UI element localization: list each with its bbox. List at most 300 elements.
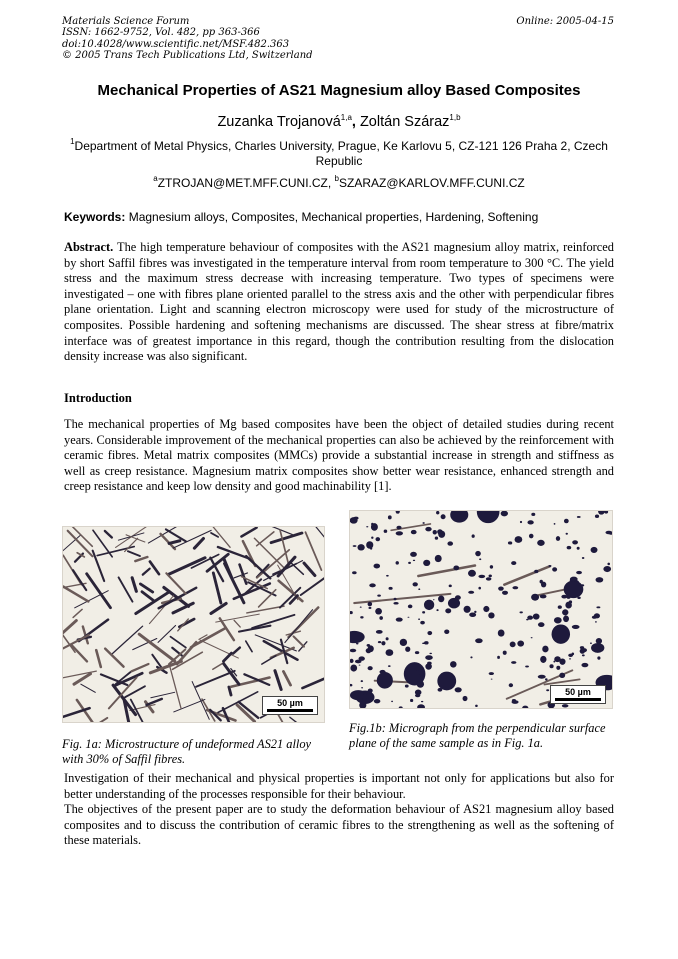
fibre-mark (169, 558, 205, 574)
fibre-section-mark (368, 607, 371, 609)
scale-bar-line (555, 698, 601, 701)
fibre-section-mark (427, 631, 432, 635)
fibre-mark (233, 648, 240, 654)
fibre-mark (174, 699, 205, 711)
fibre-section-mark (448, 598, 460, 608)
fibre-mark (173, 603, 193, 613)
fibre-section-mark (365, 698, 370, 701)
fibre-mark (278, 557, 295, 576)
fibre-mark (112, 626, 143, 654)
fibre-mark (271, 533, 302, 543)
fibre-section-mark (537, 540, 545, 546)
fibre-section-mark (556, 536, 560, 541)
fibre-section-mark (501, 511, 508, 516)
copyright-line: © 2005 Trans Tech Publications Ltd, Switzerland (62, 49, 313, 61)
fibre-section-mark (437, 672, 456, 691)
fibre-mark (283, 671, 290, 685)
fibre-section-mark (422, 611, 425, 613)
fibre-section-mark (421, 701, 423, 702)
abstract-text: The high temperature behaviour of composites with the AS21 magnesium alloy matrix, reinforced by short Saffil fibres was investigated in the temperature interval from room temperature to 300 °C. The yield stress and the maximum stress decrease with increasing temperature. Two types of specimens were investigated – one with fibres plane oriented parallel to the stress axis and the other with perpendicular fibres plane orientation. Light and scanning electron microscopy were used for study of the microstructure of composites. Possible hardening and softening mechanisms are discussed. The shear stress at fibre/matrix interface was of greatest importance in this regard, though the contribution resulting from the dislocation density increase was also significant. (64, 240, 614, 364)
fibre-section-mark (418, 588, 420, 590)
fibre-section-mark (435, 537, 438, 540)
fibre-section-mark (468, 591, 474, 594)
fibre-mark (170, 666, 181, 709)
fibre-section-mark (453, 565, 459, 570)
fibre-section-mark (552, 624, 570, 643)
fibre-mark (63, 671, 96, 680)
fibre-section-mark (371, 537, 373, 539)
fibre-section-mark (552, 567, 557, 571)
fibre-section-mark (396, 526, 401, 530)
fibre-section-mark (368, 602, 373, 607)
fibre-section-mark (527, 615, 533, 619)
fibre-mark (200, 640, 238, 658)
fibre-section-mark (468, 570, 476, 577)
fibre-section-mark (379, 616, 383, 620)
fibre-section-mark (405, 684, 409, 687)
fibre-section-mark (427, 662, 432, 665)
fibre-section-mark (534, 570, 538, 573)
fibre-section-mark (391, 701, 393, 703)
fibre-section-mark (549, 664, 553, 668)
fibre-section-mark (559, 673, 565, 678)
fibre-section-mark (415, 651, 419, 654)
fibre-section-mark (433, 599, 435, 600)
fibre-section-mark (396, 511, 400, 514)
fibre-section-mark (393, 602, 398, 605)
fibre-section-mark (508, 541, 512, 544)
figure-caption-1a: Fig. 1a: Microstructure of undeformed AS21 alloy with 30% of Saffil fibres. (62, 737, 312, 767)
fibre-mark (272, 527, 292, 535)
intro-paragraph: The objectives of the present paper are to study the deformation behaviour of AS21 magnesium alloy based composites and to discuss the contribution of ceramic fibres to the strengthening as well as the softening of these materials. (64, 802, 614, 848)
fibre-mark (290, 717, 301, 722)
abstract (64, 240, 614, 365)
fibre-section-mark (418, 618, 420, 620)
fibre-section-mark (548, 565, 551, 567)
fibre-section-mark (527, 520, 533, 524)
fibre-mark (99, 718, 107, 722)
fibre-section-mark (510, 641, 516, 647)
fibre-mark (119, 577, 133, 601)
author-separator: , (351, 114, 356, 130)
fibre-section-mark (554, 523, 556, 525)
paper-title: Mechanical Properties of AS21 Magnesium alloy Based Composites (97, 82, 581, 99)
fibre-mark (234, 573, 248, 578)
fibre-mark (101, 674, 127, 685)
fibre-section-mark (582, 654, 585, 656)
fibre-mark (234, 620, 240, 627)
fibre-section-mark (445, 608, 451, 613)
fibre-section-mark (417, 680, 424, 687)
fibre-mark (294, 636, 304, 646)
fibre-mark (229, 687, 231, 695)
fibre-section-mark (412, 664, 414, 666)
fibre-mark (178, 619, 189, 631)
fibre-section-mark (542, 646, 548, 653)
fibre-section-mark (540, 594, 547, 598)
fibre-section-mark (591, 547, 598, 553)
fibre-section-mark (450, 661, 457, 668)
fibre-mark (246, 641, 252, 651)
fibre-mark (73, 609, 82, 617)
fibre-mark (213, 573, 221, 603)
fibre-section-mark (353, 545, 357, 547)
fibre-section-mark (388, 665, 391, 667)
fibre-section-mark (360, 698, 363, 701)
fibre-section-mark (525, 666, 529, 668)
fibre-section-mark (477, 511, 500, 523)
fibre-section-mark (509, 683, 513, 687)
fibre-mark (146, 699, 161, 705)
fibre-section-mark (411, 530, 417, 534)
fibre-section-mark (350, 690, 367, 700)
journal-header (62, 16, 313, 61)
fibre-section-mark (410, 699, 413, 702)
fibre-section-mark (435, 555, 442, 562)
fibre-section-mark (577, 516, 581, 518)
fibre-section-mark (511, 661, 516, 664)
fibre-mark (305, 532, 321, 570)
fibre-section-mark (597, 656, 600, 659)
fibre-mark (291, 563, 303, 574)
fibre-section-mark (580, 584, 584, 586)
fibre-section-mark (512, 699, 516, 702)
fibre-section-mark (396, 531, 403, 535)
keywords-label: Keywords: (64, 210, 126, 224)
fibre-mark (150, 562, 159, 575)
fibre-mark (223, 653, 231, 661)
fibre-section-mark (540, 656, 546, 663)
fibre-section-mark (520, 611, 523, 613)
fibre-mark (302, 672, 324, 688)
fibre-section-mark (411, 673, 414, 675)
fibre-section-mark (417, 704, 425, 708)
fibre-section-mark (366, 648, 372, 653)
fibre-section-mark (531, 513, 535, 516)
email-link[interactable]: ZTROJAN@MET.MFF.CUNI.CZ (157, 176, 328, 190)
email-link[interactable]: SZARAZ@KARLOV.MFF.CUNI.CZ (338, 176, 525, 190)
fibre-micrograph-image (63, 527, 324, 722)
fibre-section-mark (413, 582, 418, 586)
email-separator: , (327, 176, 335, 190)
email-mark: b (334, 174, 339, 183)
fibre-section-mark (425, 527, 431, 532)
author-affil-mark: 1,a (340, 113, 352, 122)
keywords (64, 210, 624, 224)
fibre-section-mark (436, 511, 439, 514)
fibre-section-mark (490, 565, 493, 569)
fibre-section-mark (591, 643, 604, 653)
fibre-section-mark (577, 597, 580, 599)
fibre-section-mark (596, 606, 600, 608)
fibre-section-mark (572, 540, 578, 544)
fibre-section-mark (438, 531, 445, 538)
fibre-section-mark (581, 663, 588, 667)
fibre-mark (173, 530, 211, 548)
fibre-section-mark (582, 557, 585, 559)
scale-bar-label: 50 µm (565, 687, 591, 697)
fibre-section-mark (361, 687, 363, 688)
fibre-section-mark (396, 561, 399, 565)
fibre-section-mark (565, 602, 572, 609)
fibre-section-mark (374, 699, 381, 703)
fibre-mark (135, 557, 147, 561)
fibre-section-mark (568, 654, 573, 657)
affiliation-mark: 1 (70, 137, 75, 146)
fibre-mark (173, 652, 203, 669)
fibre-section-mark (491, 679, 493, 680)
fibre-section-mark (410, 552, 417, 557)
fibre-section-mark (596, 577, 604, 582)
intro-paragraph: The mechanical properties of Mg based composites have been the object of detailed studies during recent years. Considerable improvement of the mechanical properties can also be achieved by the reinforcement with ceramic fibres. Metal matrix composites (MMCs) provide a substantial increase in strength and stiffness as well as creep resistance. Magnesium matrix composites show better wear resistance, enhanced strength and creep resistance and keep low density and good machinability [1]. (64, 417, 614, 494)
fibre-section-mark (598, 511, 605, 515)
fibre-mark (211, 533, 218, 537)
fibre-section-mark (475, 551, 481, 556)
author-affil-mark: 1,b (449, 113, 461, 122)
fibre-section-mark (350, 649, 356, 653)
fibre-section-mark (441, 514, 446, 519)
fibre-section-mark (415, 694, 420, 697)
fibre-section-mark (381, 641, 385, 645)
fibre-mark (158, 625, 175, 642)
scale-bar-label: 50 µm (277, 698, 303, 708)
fibre-section-mark (595, 514, 599, 518)
fibre-section-mark (554, 617, 562, 623)
fibre-mark (311, 527, 324, 545)
fibre-mark (63, 621, 76, 634)
affiliation (70, 139, 608, 168)
fibre-section-mark (463, 696, 468, 701)
fibre-section-mark (604, 511, 608, 514)
fibre-section-mark (359, 656, 365, 661)
fibre-section-mark (356, 643, 359, 645)
fibre-section-mark (541, 582, 546, 588)
fibre-section-mark (451, 681, 454, 683)
fibre-mark (87, 574, 111, 608)
fibre-section-mark (522, 706, 528, 708)
affiliation-text: Department of Metal Physics, Charles University, Prague, Ke Karlovu 5, CZ-121 126 Praha 2, Czech Republic (74, 139, 608, 168)
email-mark: a (153, 174, 158, 183)
fibre-mark (105, 531, 112, 538)
fibre-section-mark (386, 649, 394, 656)
fibre-section-mark (531, 637, 533, 638)
fibre-mark (196, 671, 235, 687)
micrograph-fig1a (62, 526, 325, 723)
fibre-section-mark (425, 655, 433, 660)
fibre-section-mark (572, 625, 580, 629)
journal-name: Materials Science Forum (62, 16, 190, 27)
fibre-section-mark (376, 630, 383, 634)
fibre-section-mark (423, 560, 430, 566)
fibre-mark (128, 551, 140, 556)
keywords-text: Magnesium alloys, Composites, Mechanical properties, Hardening, Softening (128, 210, 539, 224)
author-name: Zuzanka Trojanová (217, 114, 341, 130)
fibre-section-mark (396, 618, 403, 622)
fibre-section-mark (438, 596, 444, 603)
fibre-mark (275, 671, 281, 690)
fibre-section-mark (562, 704, 569, 707)
fibre-section-mark (498, 587, 504, 591)
fibre-section-mark (580, 646, 584, 649)
fibre-section-mark (486, 577, 492, 580)
particle-micrograph-image (350, 511, 612, 708)
fibre-section-mark (374, 564, 381, 569)
fibre-section-mark (554, 656, 561, 662)
fibre-section-mark (479, 558, 481, 560)
fibre-section-mark (350, 659, 354, 663)
fibre-section-mark (394, 598, 397, 601)
fibre-section-mark (472, 534, 475, 538)
fibre-section-mark (447, 541, 453, 545)
fibre-section-mark (449, 585, 452, 588)
fibre-mark (194, 538, 203, 548)
fibre-section-mark (533, 613, 540, 619)
scale-bar (550, 685, 606, 704)
fibre-mark (115, 673, 142, 685)
fibre-section-mark (433, 530, 437, 535)
fibre-section-mark (497, 656, 500, 659)
fibre-mark (211, 603, 226, 613)
fibre-section-mark (360, 616, 363, 618)
fibre-mark (285, 610, 313, 643)
fibre-section-mark (567, 546, 572, 550)
fibre-section-mark (563, 616, 569, 623)
fibre-section-mark (369, 583, 376, 587)
micrograph-fig1b (349, 510, 613, 709)
fibre-section-mark (502, 591, 508, 595)
fibre-section-mark (546, 689, 549, 691)
fibre-section-mark (538, 675, 546, 679)
fibre-mark (354, 594, 450, 603)
fibre-section-mark (450, 511, 468, 523)
fibre-section-mark (386, 575, 389, 577)
fibre-section-mark (384, 530, 388, 533)
fibre-section-mark (517, 640, 524, 646)
fibre-section-mark (478, 575, 485, 578)
fibre-section-mark (545, 678, 548, 680)
fibre-section-mark (531, 594, 539, 601)
fibre-section-mark (603, 566, 611, 572)
fibre-section-mark (359, 665, 361, 666)
fibre-section-mark (515, 536, 523, 543)
fibre-section-mark (470, 656, 472, 658)
fibre-section-mark (378, 641, 381, 643)
fibre-mark (262, 656, 276, 664)
fibre-mark (247, 606, 284, 613)
fibre-mark (96, 650, 101, 667)
scale-bar (262, 696, 318, 715)
fibre-section-mark (377, 681, 383, 684)
intro-paragraph: Investigation of their mechanical and physical properties is important not only for applications but also for better understanding of the processes responsible for their behaviour. (64, 771, 614, 801)
fibre-section-mark (357, 544, 364, 550)
fibre-section-mark (375, 608, 382, 615)
intro-paragraph-continued (64, 771, 614, 849)
fibre-section-mark (483, 606, 489, 612)
fibre-section-mark (350, 664, 357, 671)
fibre-section-mark (474, 611, 476, 613)
fibre-section-mark (399, 706, 403, 708)
fibre-section-mark (361, 680, 363, 682)
fibre-section-mark (596, 638, 602, 644)
fibre-section-mark (429, 653, 432, 654)
fibre-mark (241, 528, 256, 537)
fibre-section-mark (469, 612, 476, 617)
fibre-section-mark (444, 629, 449, 634)
doi-line: doi:10.4028/www.scientific.net/MSF.482.363 (62, 38, 290, 50)
fibre-section-mark (566, 533, 568, 535)
fibre-section-mark (488, 612, 494, 618)
fibre-section-mark (564, 580, 584, 598)
fibre-section-mark (389, 587, 393, 590)
fibre-section-mark (424, 600, 434, 610)
fibre-mark (132, 578, 136, 592)
fibre-section-mark (350, 684, 352, 687)
fibre-section-mark (489, 574, 492, 577)
fibre-section-mark (475, 705, 478, 707)
fibre-section-mark (436, 609, 438, 611)
online-date: Online: 2005-04-15 (516, 16, 614, 27)
fibre-section-mark (607, 563, 610, 566)
fibre-mark (151, 692, 175, 697)
fibre-section-mark (478, 587, 481, 590)
author-list (30, 113, 648, 131)
fibre-section-mark (561, 595, 567, 599)
fibre-section-mark (422, 522, 424, 524)
figure-caption-1b: Fig.1b: Micrograph from the perpendicular surface plane of the same sample as in Fig. 1a. (349, 721, 606, 751)
fibre-section-mark (400, 639, 407, 646)
fibre-section-mark (371, 523, 373, 526)
fibre-section-mark (489, 672, 494, 675)
fibre-section-mark (577, 547, 580, 550)
fibre-section-mark (529, 534, 534, 539)
fibre-section-mark (377, 672, 393, 689)
fibre-section-mark (350, 631, 365, 643)
fibre-section-mark (352, 571, 357, 574)
fibre-mark (252, 615, 294, 628)
fibre-section-mark (592, 616, 597, 619)
fibre-mark (169, 541, 180, 544)
fibre-section-mark (407, 617, 409, 618)
fibre-section-mark (455, 687, 462, 692)
fibre-section-mark (366, 541, 373, 549)
fibre-section-mark (350, 611, 353, 614)
fibre-mark (170, 637, 185, 648)
fibre-section-mark (422, 642, 425, 644)
fibre-section-mark (511, 561, 516, 565)
issn-line: ISSN: 1662-9752, Vol. 482, pp 363-366 (62, 27, 260, 39)
fibre-mark (81, 684, 95, 692)
author-name: Zoltán Száraz (359, 114, 450, 130)
fibre-section-mark (475, 638, 483, 643)
scale-bar-line (267, 709, 313, 712)
fibre-section-mark (405, 647, 410, 652)
fibre-mark (264, 641, 298, 660)
fibre-section-mark (386, 637, 389, 640)
fibre-section-mark (368, 666, 373, 670)
fibre-section-mark (360, 692, 364, 695)
fibre-section-mark (590, 642, 592, 644)
fibre-section-mark (350, 517, 358, 524)
fibre-mark (132, 664, 149, 671)
fibre-section-mark (556, 666, 560, 670)
fibre-section-mark (420, 621, 425, 625)
fibre-section-mark (377, 595, 381, 597)
fibre-section-mark (408, 562, 411, 564)
fibre-mark (143, 569, 150, 575)
fibre-section-mark (558, 605, 562, 609)
fibre-mark (71, 644, 87, 661)
fibre-mark (418, 566, 475, 576)
